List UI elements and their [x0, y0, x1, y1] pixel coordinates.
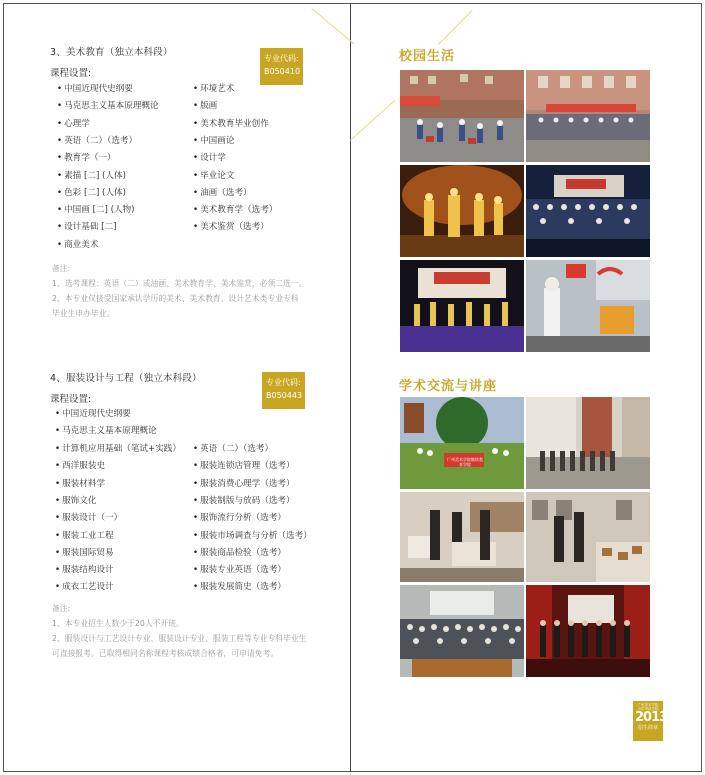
note-line: 可直接报考。已取得相同名称课程考核成绩合格者，可申请免考。: [52, 649, 279, 658]
course-item: • 服装设计（一）: [55, 511, 122, 523]
course-item: • 中国画论: [193, 134, 234, 146]
course-item: • 色彩 [二] (人体): [57, 186, 126, 198]
badge-line2: 自学考试学院: [637, 707, 659, 711]
note-line: 2、服装设计与工艺设计专业、服装设计专业、服装工程等专业专科毕业生: [52, 634, 307, 643]
course-settings-label: 课程设置:: [50, 68, 92, 79]
page-spine: [350, 3, 351, 772]
badge-line1: 广州美术学院: [637, 703, 659, 707]
code-label: 专业代码:: [264, 54, 299, 63]
note-line: 2、本专业仅接受国家承认学历的美术、美术教育、设计艺术类专业专科: [52, 294, 299, 303]
note-line: 1、本专业招生人数少于20人不开班。: [52, 619, 184, 628]
course-item: • 教育学（一）: [57, 151, 116, 163]
campus-photo-dance: [400, 165, 524, 257]
course-item: • 美术教育学（选考）: [193, 203, 277, 215]
badge-year: 2013: [635, 710, 668, 725]
course-item: • 英语（二）（选考）: [57, 134, 137, 146]
course-item: • 中国近现代史纲要: [55, 407, 131, 419]
academic-photo-lecture-hall: [400, 585, 524, 677]
course-item: • 中国近现代史纲要: [57, 82, 133, 94]
section-title: 3、美术教育（独立本科段）: [50, 47, 173, 58]
course-item: • 服装连锁店管理（选考）: [193, 459, 295, 471]
course-item: • 美术鉴赏（选考）: [193, 220, 269, 232]
banner-text: 广州美术学院继续教育学院: [447, 457, 483, 467]
course-item: • 服装商品检验（选考）: [193, 546, 286, 558]
course-item: • 服装材料学: [55, 477, 105, 489]
academic-photo-stage-lecture: [526, 585, 650, 677]
note-line: 1、选考课程：英语（二）或油画、美术教育学、美术鉴赏，必须二选一。: [52, 279, 307, 288]
code-label: 专业代码:: [266, 378, 301, 387]
course-item: • 服装专业英语（选考）: [193, 563, 286, 575]
course-item: • 商业美术: [57, 238, 98, 250]
code-value: B050410: [264, 67, 301, 76]
course-item: • 设计学: [193, 151, 226, 163]
notes-title: 备注:: [52, 604, 71, 613]
course-item: • 服饰文化: [55, 494, 96, 506]
major-code-badge: [260, 48, 303, 85]
notes-title: 备注:: [52, 264, 71, 273]
art-notes: [52, 261, 322, 321]
campus-photo-performance: [400, 260, 524, 352]
course-item: • 服饰流行分析（选考）: [193, 511, 286, 523]
course-item: • 版画: [193, 99, 217, 111]
course-item: • 服装市场调查与分析（选考）: [193, 529, 312, 541]
campus-life-title: 校园生活: [399, 49, 456, 64]
course-item: • 服装国际贸易: [55, 546, 114, 558]
course-item: • 计算机应用基础（笔试+实践）: [55, 442, 181, 454]
code-value: B050443: [266, 391, 303, 400]
course-item: • 毕业论文: [193, 169, 234, 181]
campus-photo-stage-group: [526, 165, 650, 257]
campus-photo-group: [526, 70, 650, 162]
course-item: • 设计基础 [二]: [57, 220, 116, 232]
campus-photo-costume: [526, 260, 650, 352]
course-item: • 美术教育毕业创作: [193, 117, 269, 129]
course-item: • 服装工业工程: [55, 529, 114, 541]
note-line: 毕业生申办毕业。: [52, 309, 115, 318]
course-item: • 中国画 [二] (人物): [57, 203, 135, 215]
course-item: • 英语（二）（选考）: [193, 442, 273, 454]
course-item: • 服装结构设计: [55, 563, 114, 575]
course-item: • 服装发展简史（选考）: [193, 580, 286, 592]
academic-photo-outdoor-group: [526, 397, 650, 489]
course-item: • 西洋服装史: [55, 459, 105, 471]
section-title: 4、服装设计与工程（独立本科段）: [50, 373, 202, 384]
academic-photo-banner-group: [400, 397, 524, 489]
course-item: • 成衣工艺设计: [55, 580, 114, 592]
course-item: • 马克思主义基本原理概论: [55, 424, 157, 436]
course-item: • 油画（选考）: [193, 186, 252, 198]
course-item: • 心理学: [57, 117, 90, 129]
academic-exchange-title: 学术交流与讲座: [399, 379, 498, 394]
campus-photo-sports: [400, 70, 524, 162]
badge-line3: 招生简章: [637, 725, 658, 731]
fashion-notes: [52, 601, 322, 661]
course-item: • 马克思主义基本原理概论: [57, 99, 159, 111]
academic-photo-gallery: [526, 492, 650, 582]
course-item: • 素描 [二] (人体): [57, 169, 126, 181]
academic-photo-exhibition: [400, 492, 524, 582]
course-item: • 环境艺术: [193, 82, 234, 94]
course-item: • 服装制版与放码（选考）: [193, 494, 295, 506]
course-settings-label: 课程设置:: [50, 394, 92, 405]
brochure-year-badge: [633, 701, 668, 741]
course-item: • 服装消费心理学（选考）: [193, 477, 295, 489]
major-code-badge: [262, 372, 305, 409]
